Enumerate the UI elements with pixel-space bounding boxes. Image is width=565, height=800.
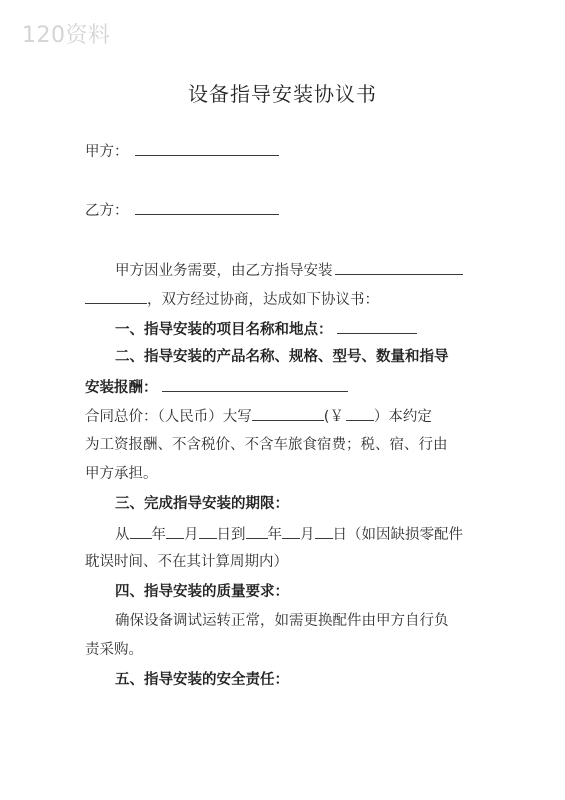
section2-line-2 [85,376,348,398]
party-a-label: 甲方： [85,144,129,160]
section2-heading-2: 安装报酬： [85,380,158,396]
price-text-4: 为工资报酬、不含税价、不含车旅食宿费；税、宿、行由 [85,437,448,453]
section2-line-1 [115,347,449,367]
price-text-2: (￥ [323,409,344,425]
section4-heading: 四、指导安装的质量要求： [115,584,289,600]
from-label: 从 [115,527,130,543]
section5-heading-line [115,670,289,690]
section4-line-1 [115,611,449,631]
price-line-1 [85,405,432,427]
section1-heading: 一、指导安装的项目名称和地点： [115,322,333,338]
end-day-blank [315,523,333,539]
price-text-1: 合同总价：（人民币）大写 [85,409,252,425]
end-year-label: 年 [267,527,282,543]
section3-note: （如因缺损零配件 [347,527,463,543]
install-item-blank [335,259,463,275]
price-text-5: 甲方承担。 [85,466,158,482]
section5-heading: 五、指导安装的安全责任： [115,672,289,688]
intro-text-2: ，双方经过协商，达成如下协议书： [147,292,379,308]
watermark-logo: 120资料 [22,23,111,48]
section3-text-2: 耽误时间、不在其计算周期内） [85,554,288,570]
section2-blank [162,376,348,392]
price-line-2 [85,435,448,455]
start-month-blank [166,523,184,539]
price-number-blank [346,405,374,421]
day-to-label: 日到 [216,527,246,543]
section2-heading-1: 二、指导安装的产品名称、规格、型号、数量和指导 [115,349,449,365]
price-words-blank [252,405,324,421]
end-day-label: 日 [332,527,347,543]
price-text-3: ）本约定 [373,409,432,425]
end-year-blank [246,523,268,539]
section3-heading: 三、完成指导安装的期限： [115,496,289,512]
section3-line-1 [115,523,463,545]
document-title: 设备指导安装协议书 [188,82,377,106]
price-line-3 [85,464,158,484]
end-month-label: 月 [300,527,315,543]
party-a-line [85,140,279,162]
section1-line [115,318,417,340]
party-b-blank [135,199,279,215]
start-year-blank [130,523,152,539]
section3-heading-line [115,494,289,514]
party-b-label: 乙方： [85,203,129,219]
party-a-blank [135,140,279,156]
intro-line-1 [115,259,463,281]
year-label: 年 [151,527,166,543]
start-day-blank [199,523,217,539]
party-b-line [85,199,279,221]
intro-text-1: 甲方因业务需要，由乙方指导安装 [115,263,333,279]
section4-line-2 [85,640,143,660]
section1-blank [337,318,417,334]
month-label: 月 [184,527,199,543]
install-item-blank-cont [85,288,147,304]
section4-heading-line [115,582,289,602]
section4-text-1: 确保设备调试运转正常，如需更换配件由甲方自行负 [115,613,449,629]
end-month-blank [282,523,300,539]
section4-text-2: 责采购。 [85,642,143,658]
section3-line-2 [85,552,288,572]
intro-line-2 [85,288,379,310]
